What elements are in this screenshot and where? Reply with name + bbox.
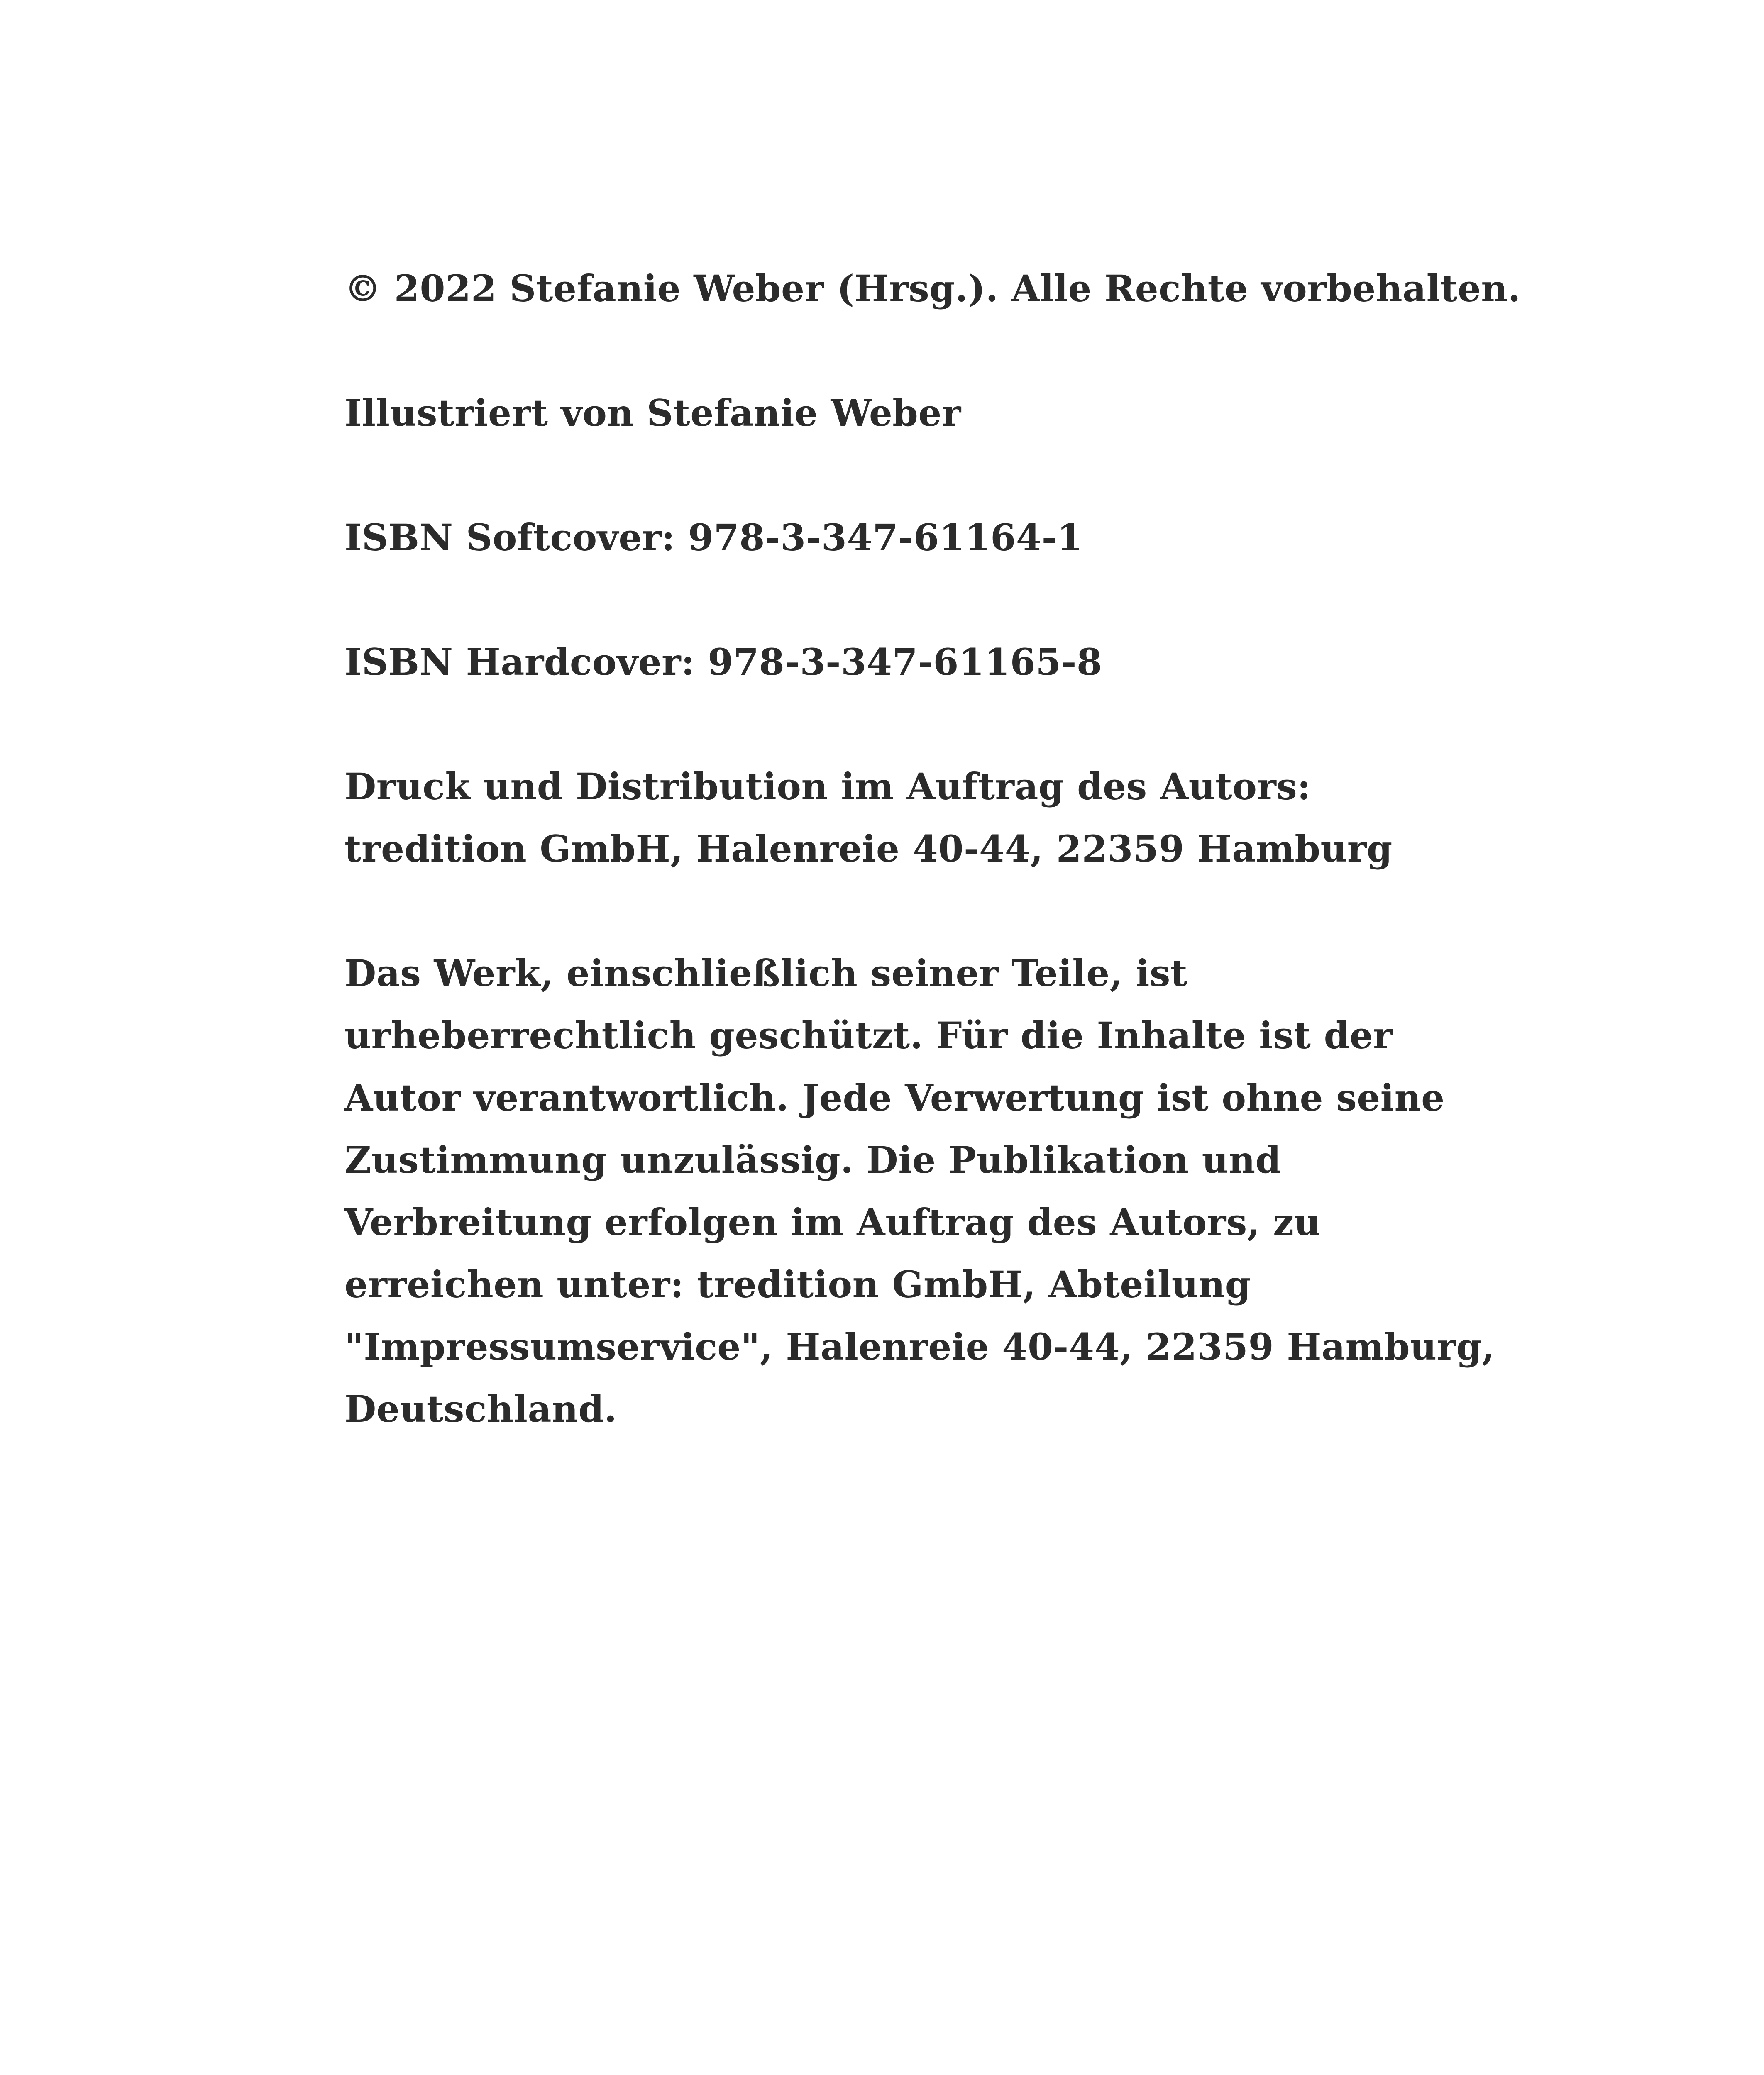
copyright-line: © 2022 Stefanie Weber (Hrsg.). Alle Rechte vorbehalten. <box>344 267 1521 310</box>
legal-line: Autor verantwortlich. Jede Verwertung ist ohne seine <box>344 1076 1445 1119</box>
legal-line: "Impressumservice", Halenreie 40-44, 22359 Hamburg, <box>344 1325 1495 1368</box>
isbn-hardcover-line: ISBN Hardcover: 978-3-347-61165-8 <box>344 640 1102 684</box>
legal-line: erreichen unter: tredition GmbH, Abteilung <box>344 1263 1251 1306</box>
legal-line: Das Werk, einschließlich seiner Teile, ist <box>344 952 1188 995</box>
legal-notice <box>344 942 1548 1440</box>
legal-line: Deutschland. <box>344 1387 617 1431</box>
illustrator-credit <box>344 382 1548 444</box>
illustrator-line: Illustriert von Stefanie Weber <box>344 391 961 435</box>
isbn-softcover-line: ISBN Softcover: 978-3-347-61164-1 <box>344 516 1083 559</box>
distribution-line: Druck und Distribution im Auftrag des Autors: <box>344 765 1311 808</box>
distribution-info <box>344 755 1548 880</box>
isbn-softcover <box>344 506 1548 569</box>
isbn-hardcover <box>344 631 1548 693</box>
legal-line: urheberrechtlich geschützt. Für die Inhalte ist der <box>344 1014 1393 1057</box>
legal-line: Verbreitung erfolgen im Auftrag des Autors, zu <box>344 1201 1321 1244</box>
imprint-content <box>344 257 1548 1502</box>
distribution-line: tredition GmbH, Halenreie 40-44, 22359 Hamburg <box>344 827 1393 870</box>
legal-line: Zustimmung unzulässig. Die Publikation und <box>344 1138 1281 1182</box>
copyright-notice <box>344 257 1548 320</box>
